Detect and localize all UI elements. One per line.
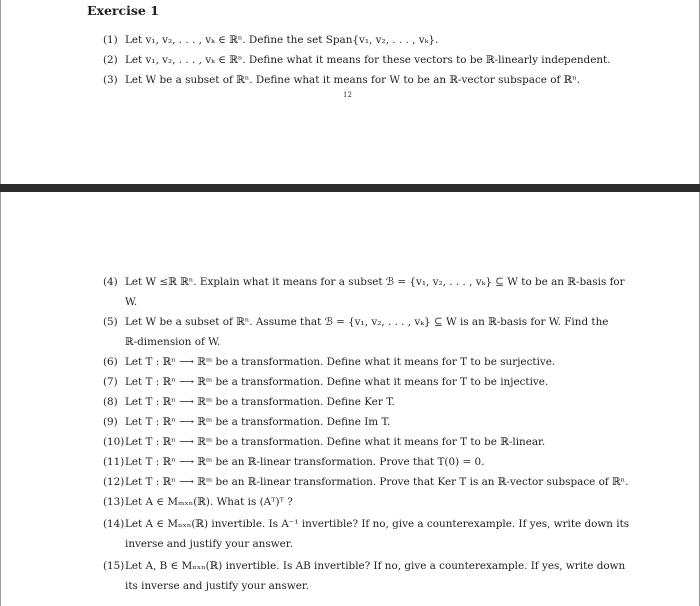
exercise-item-10 <box>103 432 633 452</box>
item-text-continued: ℝ-dimension of W. <box>125 336 221 348</box>
document-page-2 <box>0 192 700 606</box>
exercise-item-9 <box>103 412 633 432</box>
exercise-title: Exercise 1 <box>87 3 159 18</box>
item-text: Let T : ℝⁿ ⟶ ℝᵐ be a transformation. Define what it means for T to be surjective. <box>125 356 556 368</box>
exercise-item-14 <box>103 514 633 554</box>
exercise-item-7 <box>103 372 633 392</box>
item-text: Let A ∈ Mₘₓₙ(ℝ). What is (Aᵀ)ᵀ ? <box>125 496 293 508</box>
item-text: Let v₁, v₂, . . . , vₖ ∈ ℝⁿ. Define the set Span{v₁, v₂, . . . , vₖ}. <box>125 34 439 46</box>
item-text: Let A ∈ Mₙₓₙ(ℝ) invertible. Is A⁻¹ invertible? If no, give a counterexample. If yes, write down its <box>125 518 630 530</box>
page-number: 12 <box>343 91 352 99</box>
item-text-continued: its inverse and justify your answer. <box>125 580 310 592</box>
exercise-item-15 <box>103 556 633 596</box>
exercise-item-13 <box>103 492 633 512</box>
item-number: (14) <box>103 518 125 530</box>
item-text: Let W be a subset of ℝⁿ. Define what it means for W to be an ℝ-vector subspace of ℝⁿ. <box>125 74 581 86</box>
item-text: Let T : ℝⁿ ⟶ ℝᵐ be a transformation. Define what it means for T to be ℝ-linear. <box>125 436 546 448</box>
exercise-item-1 <box>103 30 633 50</box>
item-number: (2) <box>103 54 118 66</box>
item-number: (11) <box>103 456 125 468</box>
item-number: (3) <box>103 74 118 86</box>
item-number: (9) <box>103 416 118 428</box>
exercise-item-5 <box>103 312 633 352</box>
exercise-item-11 <box>103 452 633 472</box>
item-number: (7) <box>103 376 118 388</box>
item-number: (8) <box>103 396 118 408</box>
item-text: Let T : ℝⁿ ⟶ ℝᵐ be a transformation. Define Im T. <box>125 416 391 428</box>
item-text: Let T : ℝⁿ ⟶ ℝᵐ be an ℝ-linear transformation. Prove that T(0) = 0. <box>125 456 485 468</box>
item-number: (10) <box>103 436 125 448</box>
exercise-item-2 <box>103 50 633 70</box>
item-text-continued: W. <box>125 296 138 308</box>
item-text: Let T : ℝⁿ ⟶ ℝᵐ be a transformation. Define Ker T. <box>125 396 395 408</box>
exercise-item-8 <box>103 392 633 412</box>
item-text: Let A, B ∈ Mₙₓₙ(ℝ) invertible. Is AB invertible? If no, give a counterexample. If yes, write down <box>125 560 626 572</box>
exercise-item-6 <box>103 352 633 372</box>
item-number: (4) <box>103 276 118 288</box>
item-number: (1) <box>103 34 118 46</box>
item-number: (15) <box>103 560 125 572</box>
item-text: Let T : ℝⁿ ⟶ ℝᵐ be a transformation. Define what it means for T to be injective. <box>125 376 549 388</box>
exercise-item-12 <box>103 472 633 492</box>
item-text: Let W ≤ℝ ℝⁿ. Explain what it means for a subset ℬ = {v₁, v₂, . . . , vₖ} ⊆ W to be an ℝ-basis for <box>125 276 625 288</box>
exercise-item-4 <box>103 272 633 312</box>
document-page-1 <box>0 0 700 184</box>
item-number: (13) <box>103 496 125 508</box>
item-text: Let v₁, v₂, . . . , vₖ ∈ ℝⁿ. Define what it means for these vectors to be ℝ-linearly independent. <box>125 54 611 66</box>
item-number: (5) <box>103 316 118 328</box>
item-number: (6) <box>103 356 118 368</box>
exercise-item-3 <box>103 70 633 90</box>
item-number: (12) <box>103 476 125 488</box>
page-separator <box>0 184 700 192</box>
item-text-continued: inverse and justify your answer. <box>125 538 293 550</box>
item-text: Let T : ℝⁿ ⟶ ℝᵐ be an ℝ-linear transformation. Prove that Ker T is an ℝ-vector subspace of ℝⁿ. <box>125 476 629 488</box>
item-text: Let W be a subset of ℝⁿ. Assume that ℬ = {v₁, v₂, . . . , vₖ} ⊆ W is an ℝ-basis for W. Find the <box>125 316 609 328</box>
